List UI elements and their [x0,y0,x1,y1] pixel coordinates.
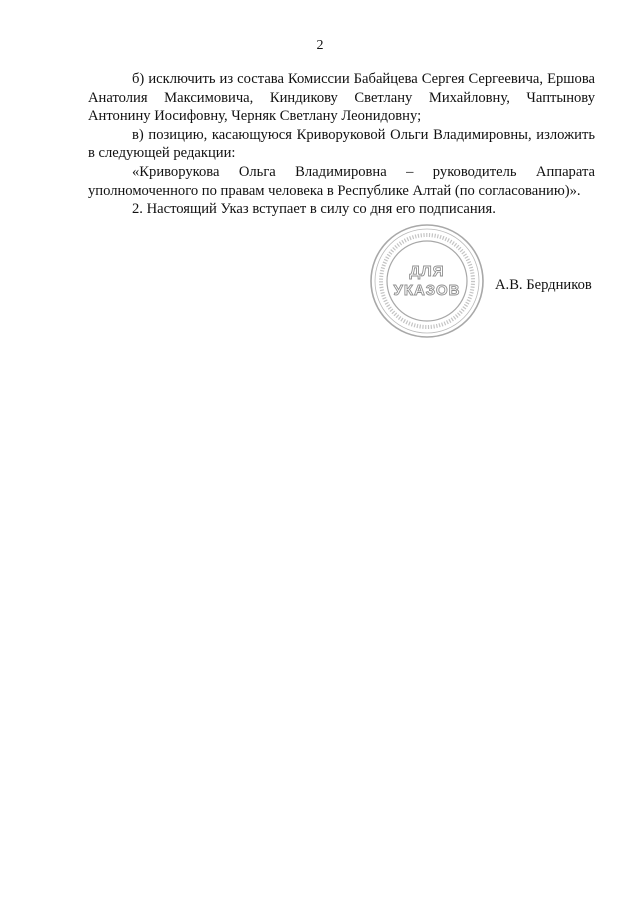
paragraph-position-edit: в) позицию, касающуюся Криворуковой Ольги Владимировны, изложить в следующей редакции: [88,126,595,162]
paragraph-effective-date: 2. Настоящий Указ вступает в силу со дня его подписания. [132,201,496,218]
paragraph-exclude-members: б) исключить из состава Комиссии Бабайцева Сергея Сергеевича, Ершова Анатолия Максимовича, Киндикову Светлану Михайловну, Чаптынову Антонину Иосифовну, Черняк Светлану Леонидовну; [88,71,595,125]
paragraph-new-wording: «Криворукова Ольга Владимировна – руководитель Аппарата уполномоченного по правам человека в Республике Алтай (по согласованию)». [88,163,595,199]
stamp-text-line2: УКАЗОВ [393,282,461,299]
document-body [88,70,595,219]
official-seal-stamp [368,222,486,340]
signature-block [360,222,600,342]
stamp-text-line1: ДЛЯ [409,263,445,280]
page-number: 2 [316,38,324,53]
signer-name: А.В. Бердников [495,277,592,293]
